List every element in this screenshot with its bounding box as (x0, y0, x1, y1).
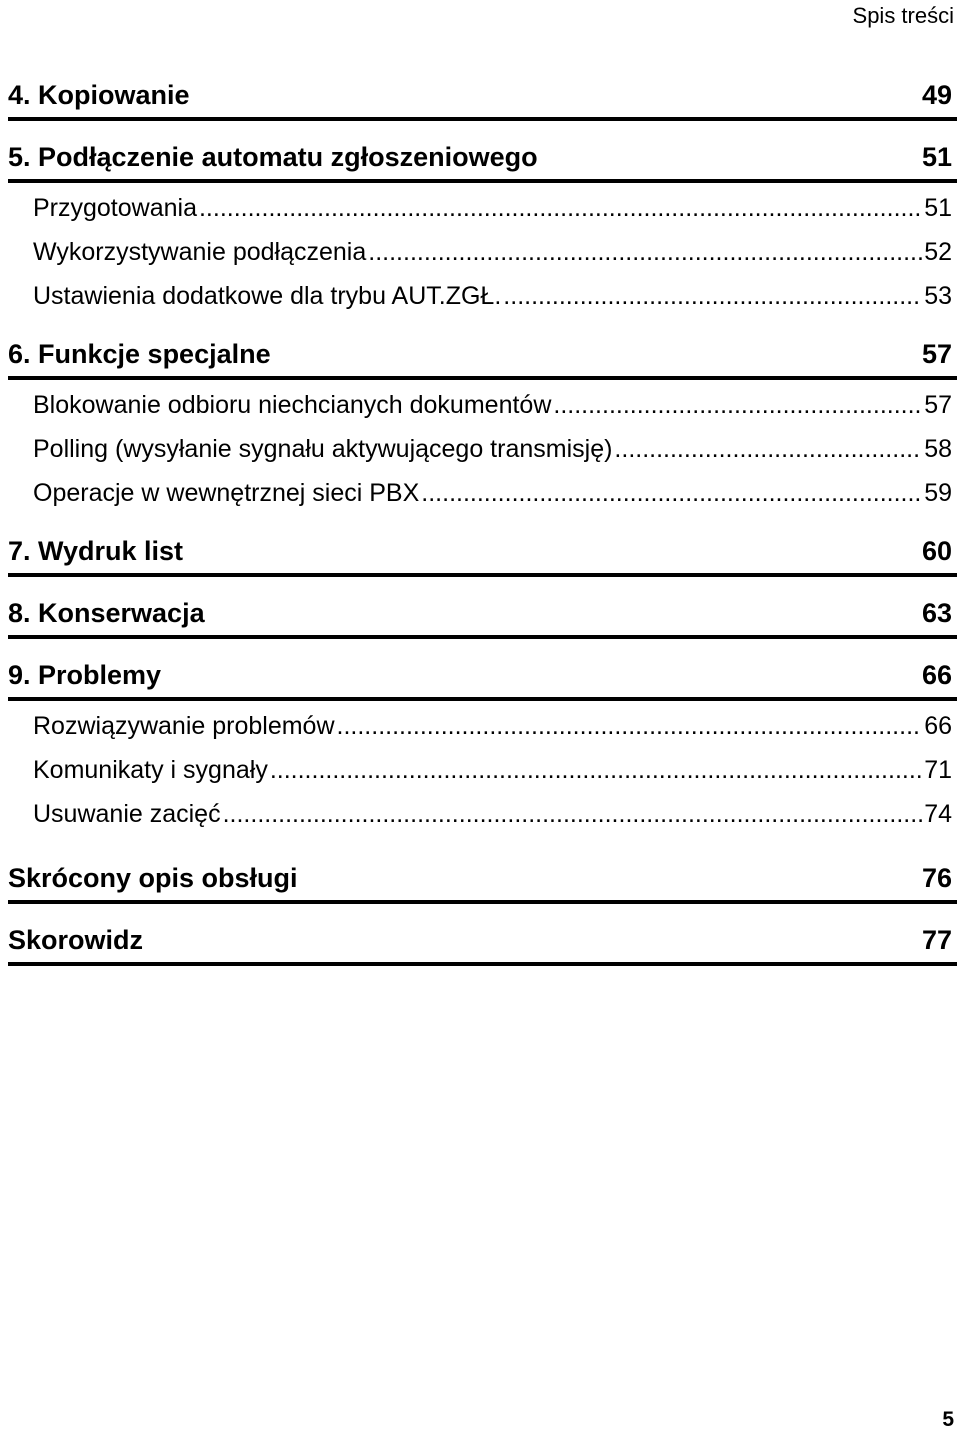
chapter-title: 9. Problemy (8, 660, 162, 690)
chapter-page: 66 (921, 660, 952, 690)
toc-entry[interactable] (8, 383, 957, 427)
dot-leader (368, 230, 922, 274)
dot-leader (503, 274, 922, 318)
toc-entry[interactable] (8, 427, 957, 471)
entry-page: 52 (924, 238, 952, 266)
dot-leader (421, 471, 922, 515)
chapter-page: 57 (921, 339, 952, 369)
toc-chapter-wydruk-list[interactable] (8, 534, 957, 577)
toc-chapter-problemy[interactable] (8, 658, 957, 701)
chapter-title: 5. Podłączenie automatu zgłoszeniowego (8, 142, 538, 172)
entry-title: Ustawienia dodatkowe dla trybu AUT.ZGŁ. (33, 282, 502, 310)
entry-title: Usuwanie zacięć (33, 800, 221, 828)
toc-entry[interactable] (8, 748, 957, 792)
toc-entry[interactable] (8, 186, 957, 230)
entry-title: Rozwiązywanie problemów (33, 712, 335, 740)
toc-chapter-konserwacja[interactable] (8, 596, 957, 639)
entry-page: 74 (924, 800, 952, 828)
dot-leader (337, 704, 923, 748)
chapter-page: 63 (921, 598, 952, 628)
table-of-contents (8, 78, 957, 966)
chapter-page: 60 (921, 536, 952, 566)
chapter-page: 51 (921, 142, 952, 172)
entry-title: Wykorzystywanie podłączenia (33, 238, 367, 266)
chapter-entries (8, 701, 957, 836)
chapter-title: 8. Konserwacja (8, 598, 205, 628)
chapter-title: 4. Kopiowanie (8, 80, 190, 110)
toc-entry[interactable] (8, 230, 957, 274)
toc-entry[interactable] (8, 704, 957, 748)
entry-title: Przygotowania (33, 194, 197, 222)
toc-chapter-funkcje-specjalne[interactable] (8, 337, 957, 380)
chapter-page: 49 (921, 80, 952, 110)
chapter-entries (8, 183, 957, 318)
entry-title: Polling (wysyłanie sygnału aktywującego transmisję) (33, 435, 613, 463)
dot-leader (270, 748, 922, 792)
dot-leader (199, 186, 922, 230)
dot-leader (223, 792, 923, 836)
toc-chapter-skrocony-opis[interactable] (8, 861, 957, 904)
entry-title: Operacje w wewnętrznej sieci PBX (33, 479, 420, 507)
dot-leader (553, 383, 922, 427)
chapter-title: 7. Wydruk list (8, 536, 184, 566)
entry-page: 51 (924, 194, 952, 222)
page-number: 5 (942, 1408, 954, 1431)
entry-page: 59 (924, 479, 952, 507)
toc-entry[interactable] (8, 274, 957, 318)
chapter-page: 77 (921, 925, 952, 955)
entry-page: 57 (924, 391, 952, 419)
entry-page: 71 (924, 756, 952, 784)
toc-chapter-podlaczenie[interactable] (8, 140, 957, 183)
chapter-title: 6. Funkcje specjalne (8, 339, 271, 369)
chapter-title: Skrócony opis obsługi (8, 863, 298, 893)
entry-title: Blokowanie odbioru niechcianych dokumentów (33, 391, 552, 419)
toc-chapter-skorowidz[interactable] (8, 923, 957, 966)
entry-page: 53 (924, 282, 952, 310)
toc-chapter-kopiowanie[interactable] (8, 78, 957, 121)
chapter-page: 76 (921, 863, 952, 893)
dot-leader (614, 427, 922, 471)
toc-entry[interactable] (8, 471, 957, 515)
entry-page: 58 (924, 435, 952, 463)
entry-page: 66 (924, 712, 952, 740)
toc-entry[interactable] (8, 792, 957, 836)
running-header: Spis treści (852, 3, 954, 28)
chapter-entries (8, 380, 957, 515)
chapter-title: Skorowidz (8, 925, 144, 955)
entry-title: Komunikaty i sygnały (33, 756, 268, 784)
